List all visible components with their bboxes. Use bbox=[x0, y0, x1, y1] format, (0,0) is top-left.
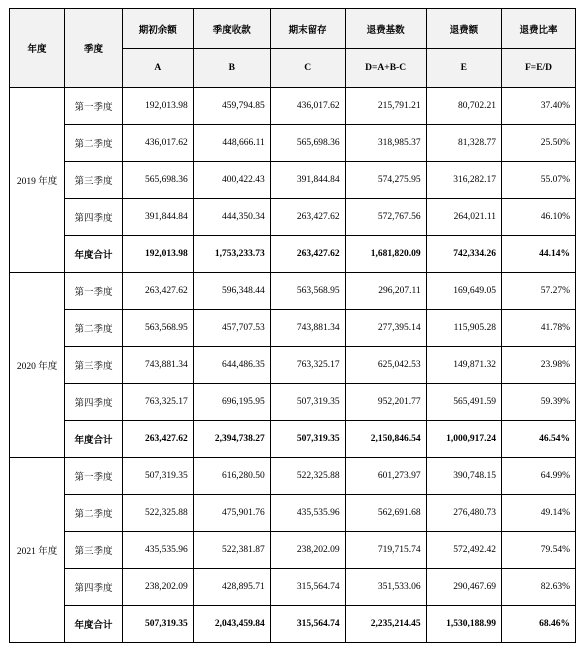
value-cell: 80,702.21 bbox=[426, 88, 501, 125]
quarter-cell: 第一季度 bbox=[65, 88, 123, 125]
quarter-cell: 第二季度 bbox=[65, 495, 123, 532]
value-cell: 2,150,846.54 bbox=[345, 421, 426, 458]
table-total-row bbox=[10, 606, 576, 643]
table-row bbox=[10, 88, 576, 125]
quarter-cell: 年度合计 bbox=[65, 606, 123, 643]
value-cell: 2,043,459.84 bbox=[193, 606, 270, 643]
quarter-header: 季度 bbox=[65, 9, 123, 88]
table-row bbox=[10, 125, 576, 162]
value-cell: 238,202.09 bbox=[270, 532, 345, 569]
value-cell: 601,273.97 bbox=[345, 458, 426, 495]
col-header-refund-ratio: 退费比率 bbox=[502, 9, 576, 49]
value-cell: 318,985.37 bbox=[345, 125, 426, 162]
value-cell: 149,871.32 bbox=[426, 347, 501, 384]
col-code-f: F=E/D bbox=[502, 49, 576, 88]
value-cell: 507,319.35 bbox=[270, 421, 345, 458]
value-cell: 743,881.34 bbox=[122, 347, 193, 384]
table-row bbox=[10, 532, 576, 569]
value-cell: 46.10% bbox=[502, 199, 576, 236]
col-header-refund-amount: 退费额 bbox=[426, 9, 501, 49]
value-cell: 507,319.35 bbox=[122, 458, 193, 495]
year-header: 年度 bbox=[10, 9, 65, 88]
value-cell: 435,535.96 bbox=[270, 495, 345, 532]
quarter-cell: 第三季度 bbox=[65, 532, 123, 569]
col-code-c: C bbox=[270, 49, 345, 88]
value-cell: 2,394,738.27 bbox=[193, 421, 270, 458]
value-cell: 390,748.15 bbox=[426, 458, 501, 495]
value-cell: 457,707.53 bbox=[193, 310, 270, 347]
col-header-closing-retained: 期末留存 bbox=[270, 9, 345, 49]
value-cell: 644,486.35 bbox=[193, 347, 270, 384]
table-row bbox=[10, 569, 576, 606]
value-cell: 263,427.62 bbox=[122, 421, 193, 458]
value-cell: 37.40% bbox=[502, 88, 576, 125]
value-cell: 192,013.98 bbox=[122, 88, 193, 125]
value-cell: 522,325.88 bbox=[122, 495, 193, 532]
value-cell: 436,017.62 bbox=[270, 88, 345, 125]
value-cell: 290,467.69 bbox=[426, 569, 501, 606]
value-cell: 565,491.59 bbox=[426, 384, 501, 421]
value-cell: 316,282.17 bbox=[426, 162, 501, 199]
value-cell: 79.54% bbox=[502, 532, 576, 569]
value-cell: 68.46% bbox=[502, 606, 576, 643]
table-body bbox=[10, 88, 576, 643]
value-cell: 522,325.88 bbox=[270, 458, 345, 495]
value-cell: 459,794.85 bbox=[193, 88, 270, 125]
quarter-cell: 第三季度 bbox=[65, 162, 123, 199]
quarter-cell: 第四季度 bbox=[65, 384, 123, 421]
value-cell: 391,844.84 bbox=[122, 199, 193, 236]
table-total-row bbox=[10, 421, 576, 458]
value-cell: 563,568.95 bbox=[122, 310, 193, 347]
quarter-cell: 第四季度 bbox=[65, 569, 123, 606]
value-cell: 763,325.17 bbox=[270, 347, 345, 384]
value-cell: 448,666.11 bbox=[193, 125, 270, 162]
value-cell: 23.98% bbox=[502, 347, 576, 384]
value-cell: 44.14% bbox=[502, 236, 576, 273]
value-cell: 49.14% bbox=[502, 495, 576, 532]
table-row bbox=[10, 384, 576, 421]
table-row bbox=[10, 347, 576, 384]
value-cell: 276,480.73 bbox=[426, 495, 501, 532]
value-cell: 696,195.95 bbox=[193, 384, 270, 421]
col-code-a: A bbox=[122, 49, 193, 88]
value-cell: 277,395.14 bbox=[345, 310, 426, 347]
value-cell: 507,319.35 bbox=[270, 384, 345, 421]
value-cell: 742,334.26 bbox=[426, 236, 501, 273]
quarter-cell: 年度合计 bbox=[65, 236, 123, 273]
value-cell: 81,328.77 bbox=[426, 125, 501, 162]
col-code-d: D=A+B-C bbox=[345, 49, 426, 88]
value-cell: 562,691.68 bbox=[345, 495, 426, 532]
value-cell: 596,348.44 bbox=[193, 273, 270, 310]
value-cell: 351,533.06 bbox=[345, 569, 426, 606]
year-cell: 2021 年度 bbox=[10, 458, 65, 643]
value-cell: 616,280.50 bbox=[193, 458, 270, 495]
value-cell: 263,427.62 bbox=[270, 199, 345, 236]
quarter-cell: 第三季度 bbox=[65, 347, 123, 384]
col-header-quarter-receipts: 季度收款 bbox=[193, 9, 270, 49]
quarter-cell: 第二季度 bbox=[65, 125, 123, 162]
value-cell: 475,901.76 bbox=[193, 495, 270, 532]
value-cell: 565,698.36 bbox=[122, 162, 193, 199]
table-row bbox=[10, 199, 576, 236]
value-cell: 169,649.05 bbox=[426, 273, 501, 310]
quarter-cell: 第一季度 bbox=[65, 458, 123, 495]
table-row bbox=[10, 458, 576, 495]
value-cell: 1,000,917.24 bbox=[426, 421, 501, 458]
value-cell: 215,791.21 bbox=[345, 88, 426, 125]
value-cell: 296,207.11 bbox=[345, 273, 426, 310]
quarter-cell: 第二季度 bbox=[65, 310, 123, 347]
value-cell: 400,422.43 bbox=[193, 162, 270, 199]
value-cell: 192,013.98 bbox=[122, 236, 193, 273]
table-total-row bbox=[10, 236, 576, 273]
value-cell: 1,753,233.73 bbox=[193, 236, 270, 273]
value-cell: 82.63% bbox=[502, 569, 576, 606]
value-cell: 55.07% bbox=[502, 162, 576, 199]
value-cell: 507,319.35 bbox=[122, 606, 193, 643]
value-cell: 315,564.74 bbox=[270, 606, 345, 643]
value-cell: 64.99% bbox=[502, 458, 576, 495]
col-code-e: E bbox=[426, 49, 501, 88]
value-cell: 625,042.53 bbox=[345, 347, 426, 384]
table-row bbox=[10, 310, 576, 347]
col-code-b: B bbox=[193, 49, 270, 88]
value-cell: 115,905.28 bbox=[426, 310, 501, 347]
table-row bbox=[10, 273, 576, 310]
col-header-refund-base: 退费基数 bbox=[345, 9, 426, 49]
table-row bbox=[10, 495, 576, 532]
value-cell: 2,235,214.45 bbox=[345, 606, 426, 643]
table-row bbox=[10, 162, 576, 199]
value-cell: 719,715.74 bbox=[345, 532, 426, 569]
value-cell: 572,492.42 bbox=[426, 532, 501, 569]
quarter-cell: 第一季度 bbox=[65, 273, 123, 310]
value-cell: 264,021.11 bbox=[426, 199, 501, 236]
value-cell: 1,681,820.09 bbox=[345, 236, 426, 273]
value-cell: 743,881.34 bbox=[270, 310, 345, 347]
value-cell: 572,767.56 bbox=[345, 199, 426, 236]
value-cell: 763,325.17 bbox=[122, 384, 193, 421]
value-cell: 263,427.62 bbox=[122, 273, 193, 310]
year-cell: 2020 年度 bbox=[10, 273, 65, 458]
value-cell: 428,895.71 bbox=[193, 569, 270, 606]
quarter-cell: 第四季度 bbox=[65, 199, 123, 236]
value-cell: 565,698.36 bbox=[270, 125, 345, 162]
value-cell: 57.27% bbox=[502, 273, 576, 310]
quarter-cell: 年度合计 bbox=[65, 421, 123, 458]
value-cell: 522,381.87 bbox=[193, 532, 270, 569]
col-header-opening-balance: 期初余额 bbox=[122, 9, 193, 49]
value-cell: 436,017.62 bbox=[122, 125, 193, 162]
value-cell: 263,427.62 bbox=[270, 236, 345, 273]
value-cell: 1,530,188.99 bbox=[426, 606, 501, 643]
value-cell: 59.39% bbox=[502, 384, 576, 421]
value-cell: 25.50% bbox=[502, 125, 576, 162]
value-cell: 315,564.74 bbox=[270, 569, 345, 606]
value-cell: 444,350.34 bbox=[193, 199, 270, 236]
value-cell: 563,568.95 bbox=[270, 273, 345, 310]
value-cell: 238,202.09 bbox=[122, 569, 193, 606]
value-cell: 41.78% bbox=[502, 310, 576, 347]
year-cell: 2019 年度 bbox=[10, 88, 65, 273]
value-cell: 952,201.77 bbox=[345, 384, 426, 421]
value-cell: 574,275.95 bbox=[345, 162, 426, 199]
refund-ratio-table bbox=[9, 8, 576, 643]
value-cell: 435,535.96 bbox=[122, 532, 193, 569]
value-cell: 46.54% bbox=[502, 421, 576, 458]
value-cell: 391,844.84 bbox=[270, 162, 345, 199]
